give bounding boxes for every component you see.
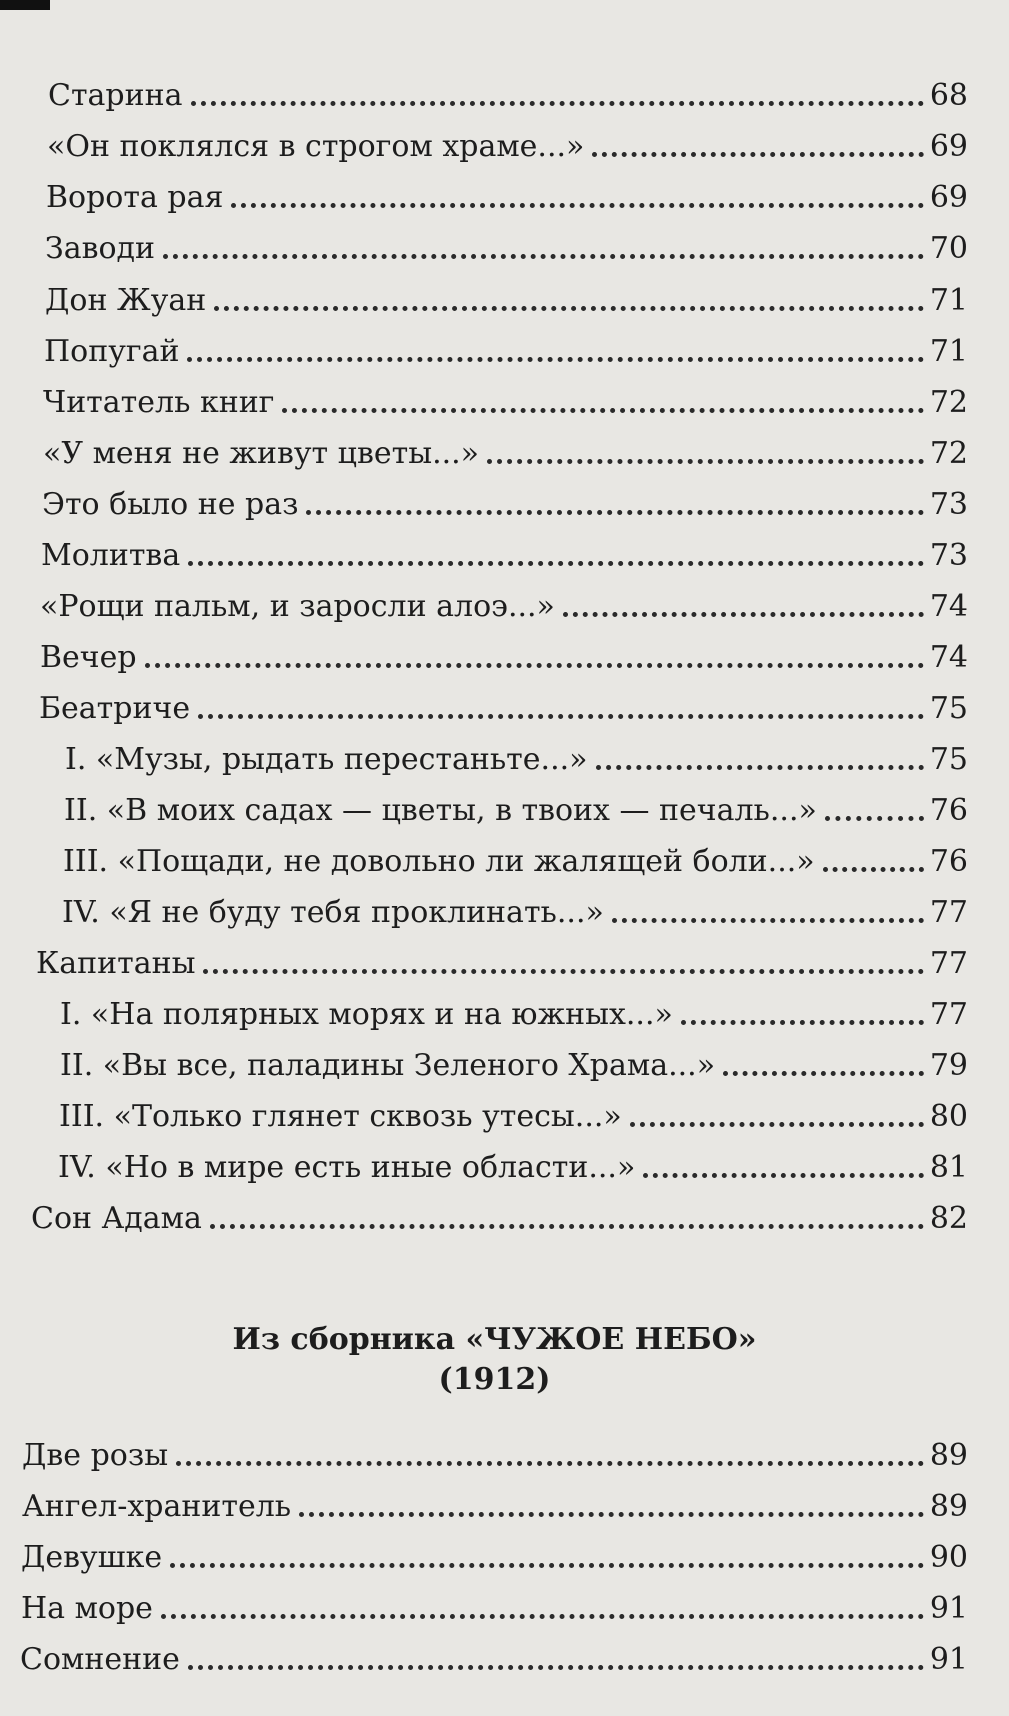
toc-entry-title: Молитва bbox=[41, 538, 181, 573]
toc-entry-page: 71 bbox=[929, 283, 968, 318]
toc-entry[interactable] bbox=[44, 326, 968, 370]
toc-subentry[interactable] bbox=[65, 734, 968, 778]
dot-leader bbox=[161, 1614, 924, 1619]
toc-entry-page: 77 bbox=[929, 997, 968, 1032]
toc-entry-page: 91 bbox=[929, 1642, 968, 1677]
toc-entry-page: 79 bbox=[929, 1048, 968, 1083]
toc-entry-page: 81 bbox=[929, 1150, 968, 1185]
toc-entry-title: III. «Только глянет сквозь утесы...» bbox=[59, 1099, 622, 1134]
dot-leader bbox=[187, 357, 923, 362]
toc-subentry[interactable] bbox=[58, 1142, 968, 1186]
toc-entry-title: «У меня не живут цветы...» bbox=[43, 436, 480, 471]
dot-leader bbox=[596, 765, 924, 770]
toc-entry-title: Девушке bbox=[21, 1540, 163, 1575]
dot-leader bbox=[643, 1173, 924, 1178]
dot-leader bbox=[630, 1122, 924, 1127]
toc-subentry[interactable] bbox=[59, 1091, 968, 1135]
dot-leader bbox=[170, 1563, 924, 1568]
dot-leader bbox=[723, 1071, 924, 1076]
toc-entry[interactable] bbox=[22, 1430, 968, 1474]
dot-leader bbox=[214, 306, 924, 311]
toc-entry-title: Сомнение bbox=[20, 1642, 180, 1677]
dot-leader bbox=[306, 510, 923, 515]
toc-entry-page: 80 bbox=[929, 1099, 968, 1134]
toc-entry[interactable] bbox=[45, 275, 968, 319]
toc-entry-title: Читатель книг bbox=[43, 385, 275, 420]
toc-entry-page: 69 bbox=[929, 180, 968, 215]
dot-leader bbox=[563, 612, 924, 617]
dot-leader bbox=[231, 203, 923, 208]
toc-entry[interactable] bbox=[36, 938, 968, 982]
toc-entry-page: 91 bbox=[929, 1591, 968, 1626]
toc-entry-title: Попугай bbox=[44, 334, 180, 369]
toc-entry[interactable] bbox=[41, 530, 968, 574]
toc-entry[interactable] bbox=[22, 1481, 968, 1525]
dot-leader bbox=[191, 101, 924, 106]
toc-entry-title: Это было не раз bbox=[42, 487, 299, 522]
toc-entry-title: I. «На полярных морях и на южных...» bbox=[60, 997, 673, 1032]
toc-entry-title: Беатриче bbox=[39, 691, 191, 726]
toc-entry-title: На море bbox=[21, 1591, 153, 1626]
dot-leader bbox=[188, 561, 924, 566]
toc-entry-title: «Рощи пальм, и заросли алоэ...» bbox=[40, 589, 555, 624]
toc-entry[interactable] bbox=[39, 683, 968, 727]
section-heading-year: (1912) bbox=[438, 1362, 551, 1397]
toc-entry[interactable] bbox=[47, 121, 968, 165]
dot-leader bbox=[203, 969, 923, 974]
toc-entry[interactable] bbox=[21, 1532, 968, 1576]
toc-entry[interactable] bbox=[21, 1583, 968, 1627]
dot-leader bbox=[145, 663, 924, 668]
toc-entry-page: 74 bbox=[929, 640, 968, 675]
toc-entry[interactable] bbox=[40, 632, 968, 676]
section-heading: Из сборника «ЧУЖОЕ НЕБО» bbox=[232, 1322, 757, 1357]
toc-entry-page: 77 bbox=[929, 946, 968, 981]
toc-subentry[interactable] bbox=[60, 1040, 968, 1084]
dot-leader bbox=[681, 1020, 924, 1025]
toc-entry-page: 70 bbox=[929, 231, 968, 266]
toc-entry-title: II. «Вы все, паладины Зеленого Храма...» bbox=[60, 1048, 716, 1083]
toc-entry-title: Капитаны bbox=[36, 946, 196, 981]
toc-entry-title: Ворота рая bbox=[46, 180, 224, 215]
toc-entry-page: 89 bbox=[929, 1438, 968, 1473]
toc-entry-page: 89 bbox=[929, 1489, 968, 1524]
toc-entry-title: Ангел-хранитель bbox=[22, 1489, 292, 1524]
toc-entry-page: 75 bbox=[929, 742, 968, 777]
toc-entry-page: 69 bbox=[929, 129, 968, 164]
toc-entry-title: I. «Музы, рыдать перестаньте...» bbox=[65, 742, 588, 777]
toc-entry[interactable] bbox=[43, 428, 968, 472]
toc-entry-page: 72 bbox=[929, 385, 968, 420]
dot-leader bbox=[210, 1224, 924, 1229]
dot-leader bbox=[163, 254, 924, 259]
toc-entry-title: Вечер bbox=[40, 640, 137, 675]
toc-entry-title: Дон Жуан bbox=[45, 283, 207, 318]
toc-entry-page: 73 bbox=[929, 538, 968, 573]
toc-entry-title: III. «Пощади, не довольно ли жалящей боли...» bbox=[63, 844, 815, 879]
toc-entry-page: 76 bbox=[929, 793, 968, 828]
toc-entry-page: 72 bbox=[929, 436, 968, 471]
toc-entry[interactable] bbox=[31, 1193, 968, 1237]
dot-leader bbox=[188, 1665, 924, 1670]
toc-entry[interactable] bbox=[40, 581, 968, 625]
toc-entry-page: 90 bbox=[929, 1540, 968, 1575]
toc-entry[interactable] bbox=[45, 223, 968, 267]
toc-entry-page: 73 bbox=[929, 487, 968, 522]
toc-entry-title: Две розы bbox=[22, 1438, 169, 1473]
dot-leader bbox=[612, 918, 924, 923]
toc-subentry[interactable] bbox=[62, 887, 968, 931]
toc-entry-page: 76 bbox=[929, 844, 968, 879]
toc-entry-page: 68 bbox=[929, 78, 968, 113]
toc-entry[interactable] bbox=[42, 479, 968, 523]
toc-entry[interactable] bbox=[48, 70, 968, 114]
toc-entry-title: II. «В моих садах — цветы, в твоих — печаль...» bbox=[64, 793, 817, 828]
toc-entry[interactable] bbox=[46, 172, 968, 216]
toc-entry-title: IV. «Я не буду тебя проклинать...» bbox=[62, 895, 604, 930]
toc-entry[interactable] bbox=[43, 377, 968, 421]
toc-entry-title: Сон Адама bbox=[31, 1201, 202, 1236]
dot-leader bbox=[176, 1461, 924, 1466]
toc-entry-page: 77 bbox=[929, 895, 968, 930]
dot-leader bbox=[198, 714, 924, 719]
toc-entry-page: 71 bbox=[929, 334, 968, 369]
toc-entry-page: 82 bbox=[929, 1201, 968, 1236]
dot-leader bbox=[823, 867, 924, 872]
toc-subentry[interactable] bbox=[64, 785, 968, 829]
toc-entry-title: IV. «Но в мире есть иные области...» bbox=[58, 1150, 636, 1185]
toc-entry-page: 75 bbox=[929, 691, 968, 726]
toc-entry[interactable] bbox=[20, 1634, 968, 1678]
toc-subentry[interactable] bbox=[63, 836, 968, 880]
dot-leader bbox=[825, 816, 924, 821]
toc-entry-title: Старина bbox=[48, 78, 183, 113]
toc-entry-title: «Он поклялся в строгом храме...» bbox=[47, 129, 585, 164]
toc-subentry[interactable] bbox=[60, 989, 968, 1033]
toc-entry-title: Заводи bbox=[45, 231, 155, 266]
dot-leader bbox=[592, 152, 923, 157]
dot-leader bbox=[282, 408, 923, 413]
page-corner-mark bbox=[0, 0, 50, 10]
dot-leader bbox=[299, 1512, 924, 1517]
dot-leader bbox=[487, 459, 924, 464]
toc-entry-page: 74 bbox=[929, 589, 968, 624]
